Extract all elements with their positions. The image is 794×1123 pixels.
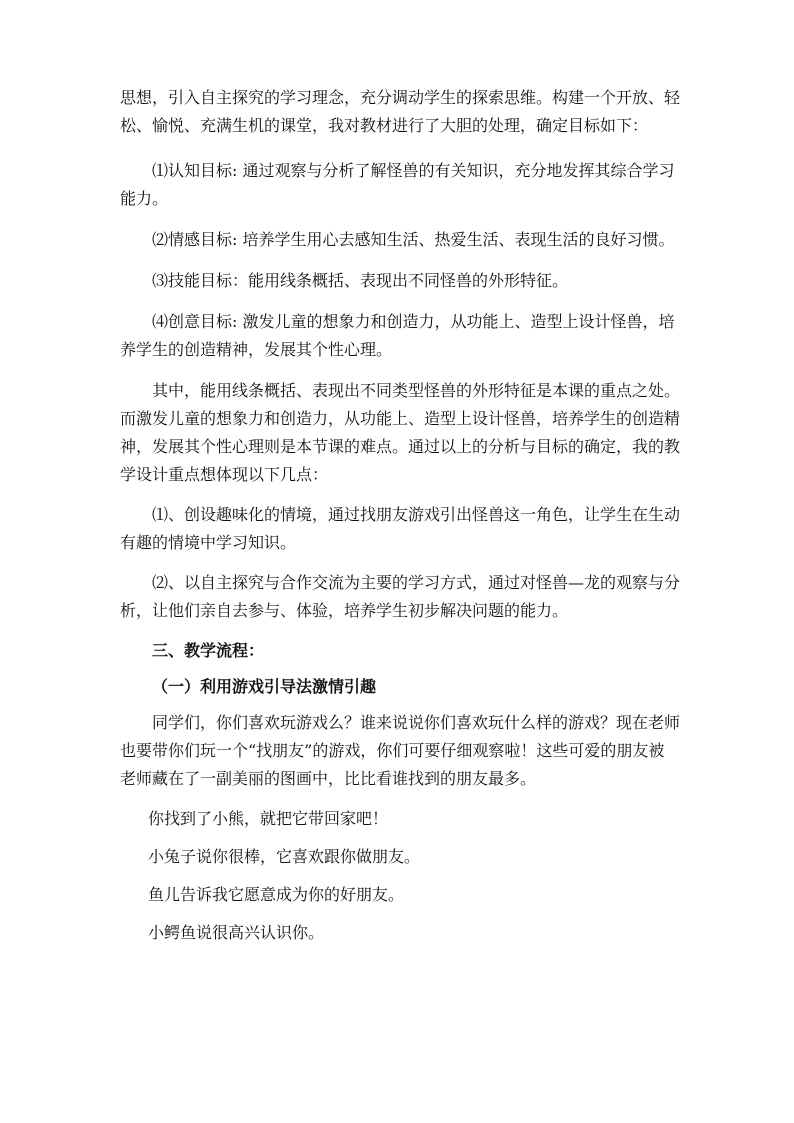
skill-goal-paragraph: ⑶技能目标：能用线条概括、表现出不同怪兽的外形特征。 — [152, 271, 569, 290]
focus-paragraph: 其中，能用线条概括、表现出不同类型怪兽的外形特征是本课的重点之处。而激发儿童的想象力和创造力，从功能上、造型上设计怪兽，培养学生的创造精神，发展其个性心理则是本节课的难点。通过以上的分析与目标的确定，我的教学设计重点想体现以下几点： — [120, 381, 681, 484]
dialogue-line-rabbit: 小兔子说你很棒，它喜欢跟你做朋友。 — [148, 847, 421, 866]
subsection-heading-game: （一）利用游戏引导法激情引趣 — [152, 677, 377, 696]
design-point-1: ⑴、创设趣味化的情境，通过找朋友游戏引出怪兽这一角色，让学生在生动有趣的情境中学习知识。 — [120, 505, 681, 552]
dialogue-line-fish: 鱼儿告诉我它愿意成为你的好朋友。 — [148, 885, 405, 904]
dialogue-line-crocodile: 小鳄鱼说很高兴认识你。 — [148, 923, 325, 942]
intro-paragraph: 思想，引入自主探究的学习理念，充分调动学生的探索思维。构建一个开放、轻松、愉悦、充满生机的课堂，我对教材进行了大胆的处理，确定目标如下： — [120, 88, 681, 135]
game-intro-paragraph: 同学们，你们喜欢玩游戏么？谁来说说你们喜欢玩什么样的游戏？现在老师也要带你们玩一个“找朋友”的游戏，你们可要仔细观察啦！这些可爱的朋友被老师藏在了一副美丽的图画中，比比看谁找到的朋友最多。 — [120, 713, 681, 788]
document-body — [120, 84, 680, 957]
section-heading-teaching-process: 三、教学流程： — [152, 641, 265, 660]
emotional-goal-paragraph: ⑵情感目标: 培养学生用心去感知生活、热爱生活、表现生活的良好习惯。 — [152, 230, 675, 249]
cognitive-goal-paragraph: ⑴认知目标: 通过观察与分析了解怪兽的有关知识，充分地发挥其综合学习能力。 — [120, 161, 675, 208]
dialogue-line-bear: 你找到了小熊，就把它带回家吧！ — [148, 809, 389, 828]
design-point-2: ⑵、以自主探究与合作交流为主要的学习方式，通过对怪兽—龙的观察与分析，让他们亲自去参与、体验，培养学生初步解决问题的能力。 — [120, 573, 681, 620]
creative-goal-paragraph: ⑷创意目标: 激发儿童的想象力和创造力，从功能上、造型上设计怪兽，培养学生的创造精神，发展其个性心理。 — [120, 312, 675, 359]
